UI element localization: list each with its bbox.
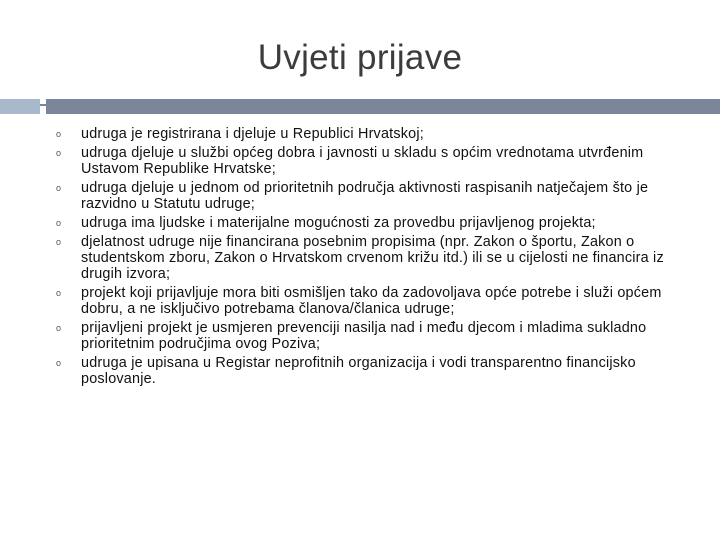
bullet-circle-icon: o	[56, 148, 62, 158]
list-item-text: prijavljeni projekt je usmjeren prevenciji nasilja nad i među djecom i mladima sukladno prioritetnim područjima ovog Poziva;	[81, 320, 647, 352]
bullet-circle-icon: o	[56, 183, 62, 193]
list-item	[50, 285, 690, 317]
list-item-text: udruga ima ljudske i materijalne mogućnosti za provedbu prijavljenog projekta;	[81, 215, 596, 231]
bullet-circle-icon: o	[56, 218, 62, 228]
list-item-text: udruga djeluje u službi općeg dobra i javnosti u skladu s općim vrednotama utvrđenim Ustavom Republike Hrvatske;	[81, 145, 644, 177]
conditions-list	[50, 126, 690, 390]
list-item	[50, 215, 690, 231]
list-item-text: djelatnost udruge nije financirana posebnim propisima (npr. Zakon o športu, Zakon o studentskom zboru, Zakon o Hrvatskom crvenom križu itd.) ili se u cijelosti ne financira iz drugih izvora;	[81, 234, 664, 282]
bullet-circle-icon: o	[56, 237, 62, 247]
header-band-accent	[0, 99, 40, 114]
list-item	[50, 355, 690, 387]
list-item	[50, 145, 690, 177]
list-item	[50, 234, 690, 282]
list-item-text: udruga je registrirana i djeluje u Republici Hrvatskoj;	[81, 126, 424, 142]
list-item	[50, 180, 690, 212]
list-item	[50, 320, 690, 352]
bullet-circle-icon: o	[56, 323, 62, 333]
header-band	[46, 99, 720, 114]
slide-title: Uvjeti prijave	[257, 38, 463, 77]
list-item-text: projekt koji prijavljuje mora biti osmišljen tako da zadovoljava opće potrebe i služi općem dobru, a ne isključivo potrebama članova/članica udruge;	[81, 285, 662, 317]
bullet-circle-icon: o	[56, 288, 62, 298]
bullet-circle-icon: o	[56, 358, 62, 368]
bullet-circle-icon: o	[56, 129, 62, 139]
list-item-text: udruga je upisana u Registar neprofitnih organizacija i vodi transparentno financijsko poslovanje.	[81, 355, 636, 387]
list-item-text: udruga djeluje u jednom od prioritetnih područja aktivnosti raspisanih natječajem što je razvidno u Statutu udruge;	[81, 180, 649, 212]
list-item	[50, 126, 690, 142]
